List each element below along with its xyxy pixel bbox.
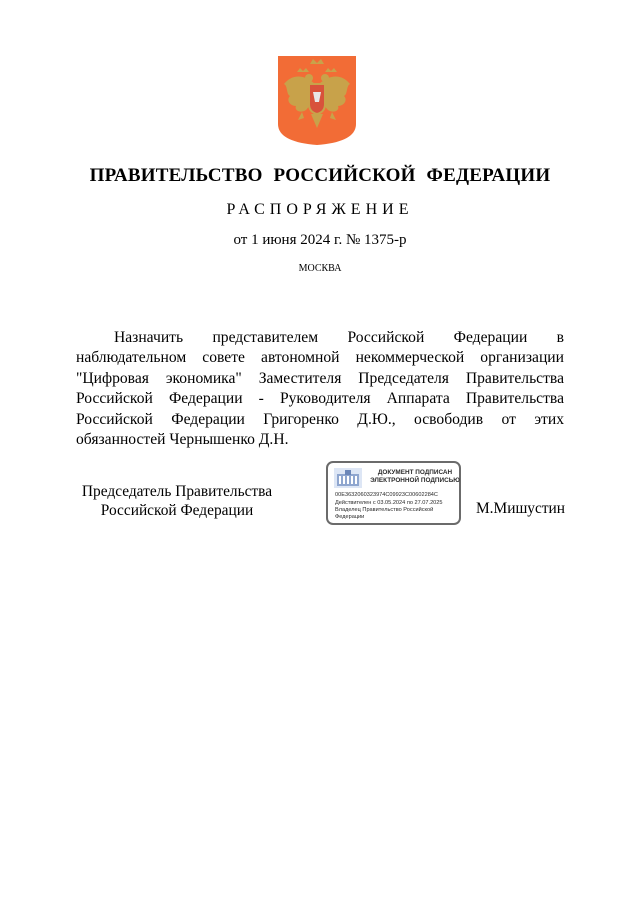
stamp-header-line1: ДОКУМЕНТ ПОДПИСАН xyxy=(377,469,453,476)
decree-body-text: Назначить представителем Российской Федерации в наблюдательном совете автономной некоммерческой организации "Цифровая экономика" Заместителя Председателя Правительства Российской Федерации - Руководителя Аппарата Правительства Российской Федерации Григоренко Д.Ю., освободив от этих обязанностей Чернышенко Д.Н. xyxy=(76,329,564,449)
stamp-header xyxy=(368,469,462,485)
electronic-signature-stamp xyxy=(326,461,461,525)
certificate-validity: Действителен с 03.05.2024 по 27.07.2025 xyxy=(335,500,443,506)
government-building-icon xyxy=(334,468,362,488)
government-title: ПРАВИТЕЛЬСТВО РОССИЙСКОЙ ФЕДЕРАЦИИ xyxy=(89,165,551,186)
document-type: РАСПОРЯЖЕНИЕ xyxy=(226,201,414,218)
document-city: МОСКВА xyxy=(298,263,342,274)
certificate-number: 00E3632060323974C09923C00602284C xyxy=(335,492,438,498)
russian-coat-of-arms-icon xyxy=(276,54,358,146)
document-date-number: от 1 июня 2024 г. № 1375-р xyxy=(233,232,407,248)
signer-name: М.Мишустин xyxy=(476,500,566,517)
certificate-owner: Владелец Правительство Российской Федерации xyxy=(335,507,434,520)
stamp-header-line2: ЭЛЕКТРОННОЙ ПОДПИСЬЮ xyxy=(370,476,460,484)
signer-position-line2: Российской Федерации xyxy=(100,501,254,519)
signer-position xyxy=(72,483,282,520)
signer-position-line1: Председатель Правительства xyxy=(81,483,273,500)
coat-of-arms-emblem xyxy=(276,54,358,146)
